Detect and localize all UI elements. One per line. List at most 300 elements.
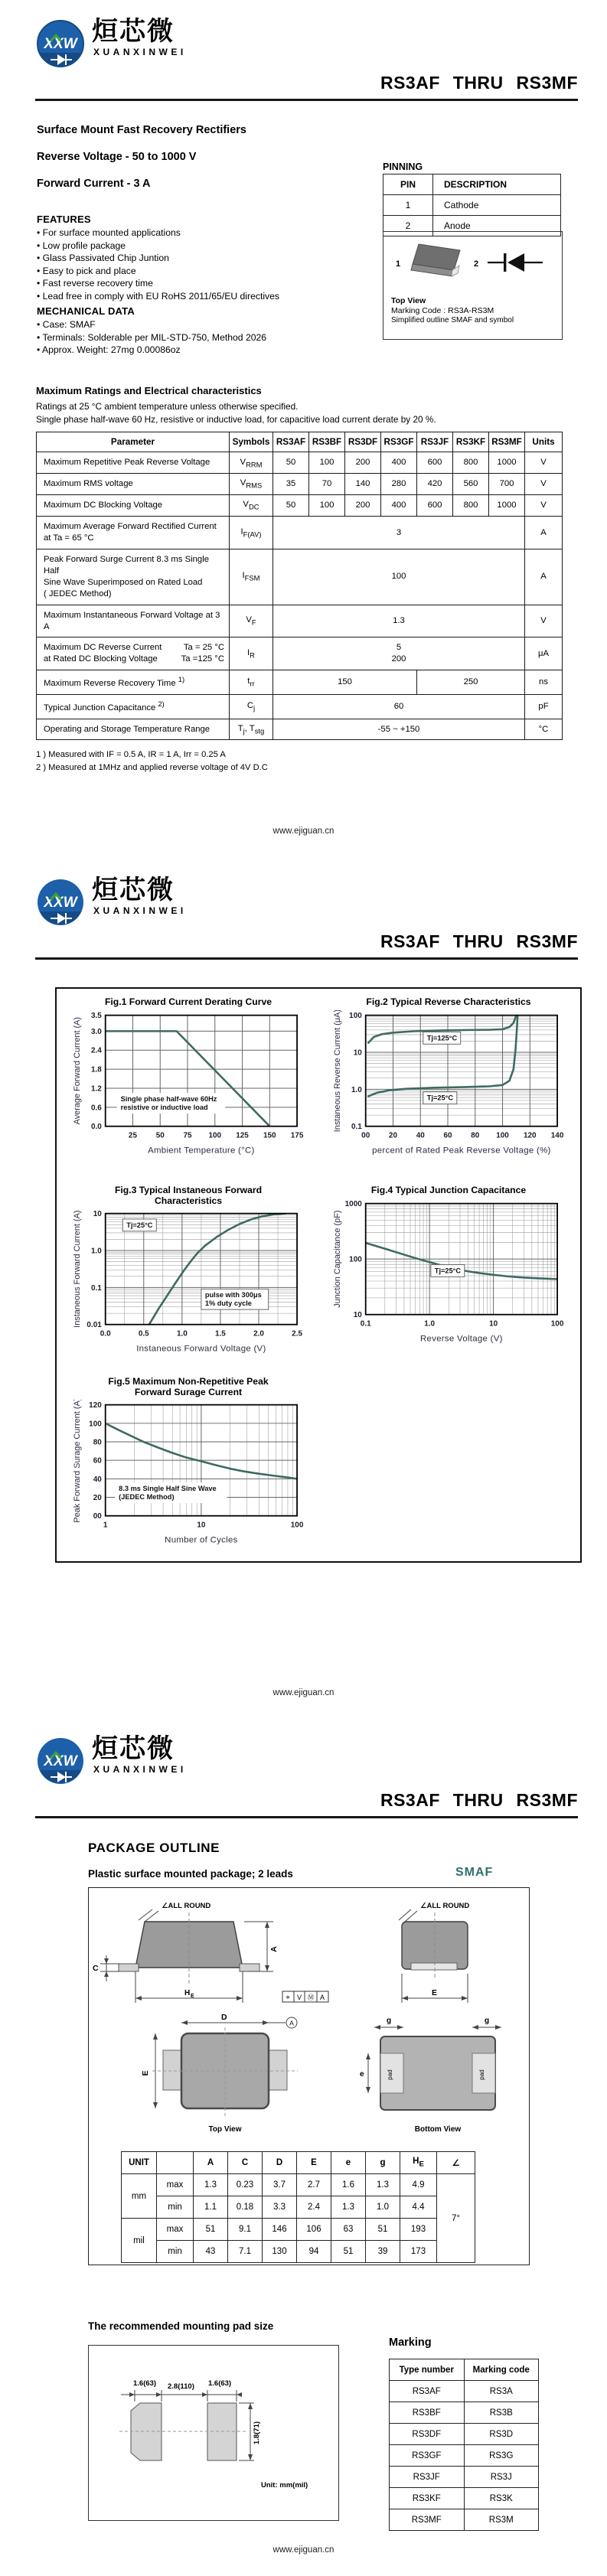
marking-cell: RS3DF bbox=[390, 2424, 465, 2445]
svg-text:40: 40 bbox=[416, 1131, 425, 1140]
package-outline-heading: PACKAGE OUTLINE bbox=[88, 1841, 220, 1855]
parameter-cell: Maximum RMS voltage bbox=[37, 474, 230, 495]
pad-heading: The recommended mounting pad size bbox=[88, 2320, 274, 2332]
unit-group-cell: mm bbox=[122, 2174, 157, 2219]
svg-text:percent of Rated Peak Reverse: percent of Rated Peak Reverse Voltage (%) bbox=[372, 1146, 551, 1156]
parameter-cell: Maximum Instantaneous Forward Voltage at 3 A bbox=[37, 605, 230, 637]
all-round-label: ∠ALL ROUND bbox=[162, 1902, 211, 1910]
fig4-chart bbox=[331, 1198, 566, 1359]
footnote: 2 ) Measured at 1MHz and applied reverse voltage of 4V D.C bbox=[36, 763, 268, 773]
pad-dim1: 1.6(63) bbox=[133, 2379, 157, 2388]
pin1-label: 1 bbox=[396, 259, 401, 269]
dim-e-label: E bbox=[432, 1988, 438, 1997]
svg-text:0.0: 0.0 bbox=[100, 1329, 111, 1339]
svg-text:pulse with 300μs: pulse with 300μs bbox=[204, 1291, 262, 1299]
parameter-cell: Peak Forward Surge Current 8.3 ms Single Half Sine Wave Superimposed on Rated Load ( JEDEC Method) bbox=[37, 549, 230, 605]
svg-text:80: 80 bbox=[93, 1438, 102, 1447]
ratings-header-cell: RS3MF bbox=[489, 432, 525, 452]
dim-d-label: D bbox=[221, 2013, 227, 2022]
value-cell: 1.3 bbox=[273, 605, 525, 637]
symbol-cell: $V_F$ bbox=[230, 605, 273, 637]
logo-latin-text: XUANXINWEI bbox=[93, 905, 187, 916]
marking-row bbox=[390, 2402, 539, 2424]
svg-text:00: 00 bbox=[93, 1512, 102, 1521]
dimension-cell: 51 bbox=[366, 2219, 400, 2241]
marking-col-type: Type number bbox=[390, 2359, 465, 2381]
pad-label: pad bbox=[387, 2069, 393, 2080]
svg-text:60: 60 bbox=[93, 1456, 102, 1466]
logo-latin-text: XUANXINWEI bbox=[93, 1764, 187, 1775]
svg-text:Junction Capacitance (pF): Junction Capacitance (pF) bbox=[332, 1210, 342, 1308]
pin2-label: 2 bbox=[474, 259, 479, 269]
package-outline-subheading: Plastic surface mounted package; 2 leads bbox=[88, 1868, 293, 1880]
dimension-header-cell: D bbox=[263, 2152, 297, 2174]
marking-heading: Marking bbox=[389, 2336, 432, 2349]
fig2-block bbox=[331, 996, 566, 1175]
marking-cell: RS3GF bbox=[390, 2445, 465, 2467]
unit-cell: pF bbox=[525, 694, 563, 719]
value-cell: -55 ~ +150 bbox=[273, 719, 525, 740]
dimension-cell: 39 bbox=[366, 2241, 400, 2263]
svg-text:XXW: XXW bbox=[44, 1753, 77, 1769]
fig3-chart bbox=[70, 1208, 306, 1369]
footnote: 1 ) Measured with IF = 0.5 A, IR = 1 A, Irr = 0.25 A bbox=[36, 750, 226, 760]
dimension-cell: 1.3 bbox=[366, 2174, 400, 2196]
svg-text:resistive or inductive load: resistive or inductive load bbox=[120, 1104, 208, 1112]
fig1-title: Fig.1 Forward Current Derating Curve bbox=[104, 996, 272, 1007]
pinning-cell: 2 bbox=[383, 216, 433, 236]
svg-text:1.0: 1.0 bbox=[351, 1085, 362, 1094]
marking-row bbox=[390, 2467, 539, 2488]
pinning-table bbox=[383, 174, 561, 236]
feature-item: • Easy to pick and place bbox=[37, 265, 366, 278]
dimension-row bbox=[122, 2219, 475, 2241]
unit-cell: A bbox=[525, 549, 563, 605]
svg-text:100: 100 bbox=[550, 1319, 564, 1329]
svg-text:3.5: 3.5 bbox=[90, 1012, 102, 1021]
svg-text:120: 120 bbox=[524, 1131, 537, 1140]
marking-row bbox=[390, 2445, 539, 2467]
marking-cell: RS3A bbox=[464, 2381, 539, 2402]
fig1-block bbox=[70, 996, 306, 1175]
value-cell: 600 bbox=[417, 452, 453, 474]
svg-text:Tj=25°C: Tj=25°C bbox=[426, 1094, 454, 1102]
footer-website: www.ejiguan.cn bbox=[272, 827, 335, 836]
ratings-header-cell: Symbols bbox=[230, 432, 273, 452]
svg-text:3.0: 3.0 bbox=[90, 1027, 102, 1036]
svg-text:175: 175 bbox=[290, 1131, 304, 1140]
package-outline-drawing bbox=[90, 1891, 527, 2145]
package-symbol-drawing bbox=[383, 232, 559, 292]
dim-he-label: H bbox=[184, 1989, 191, 1997]
dimension-cell: 193 bbox=[400, 2219, 437, 2241]
svg-text:0.0: 0.0 bbox=[90, 1123, 102, 1132]
pinning-heading: PINNING bbox=[383, 161, 423, 172]
tolerance-frame: ⌖ bbox=[286, 1994, 290, 2001]
ratings-heading: Maximum Ratings and Electrical characteristics bbox=[36, 385, 262, 396]
value-cell: 100 bbox=[309, 452, 345, 474]
pinning-row bbox=[383, 195, 561, 216]
svg-text:10: 10 bbox=[353, 1311, 362, 1320]
parameter-cell: Maximum DC Blocking Voltage bbox=[37, 495, 230, 517]
svg-text:20: 20 bbox=[93, 1493, 102, 1502]
company-logo bbox=[35, 18, 187, 72]
ratings-note2: Single phase half-wave 60 Hz, resistive or inductive load, for capacitive load current derate by 20 %. bbox=[36, 414, 436, 425]
fig5-title: Fig.5 Maximum Non-Repetitive Peak Forward Surage Current bbox=[108, 1376, 269, 1397]
value-cell: 100 bbox=[273, 549, 525, 605]
dimension-header-cell: E bbox=[297, 2152, 331, 2174]
value-cell: 1000 bbox=[489, 452, 525, 474]
svg-text:1.2: 1.2 bbox=[90, 1084, 102, 1094]
dimension-cell: 1.3 bbox=[331, 2196, 366, 2219]
ratings-row bbox=[37, 719, 563, 740]
marking-cell: RS3BF bbox=[390, 2402, 465, 2424]
fig3-block bbox=[70, 1185, 306, 1373]
marking-col-code: Marking code bbox=[464, 2359, 539, 2381]
svg-text:0.1: 0.1 bbox=[351, 1123, 362, 1132]
pad-unit-note: Unit: mm(mil) bbox=[261, 2481, 308, 2490]
parameter-cell: Maximum Reverse Recovery Time $^{1)}$ bbox=[37, 670, 230, 695]
svg-text:10: 10 bbox=[353, 1048, 362, 1058]
svg-text:E: E bbox=[141, 2070, 150, 2076]
svg-text:Reverse Voltage (V): Reverse Voltage (V) bbox=[420, 1334, 503, 1344]
ratings-section bbox=[36, 385, 572, 774]
dimension-header-cell: C bbox=[228, 2152, 263, 2174]
svg-text:1: 1 bbox=[103, 1521, 108, 1530]
value-cell: 280 bbox=[381, 474, 417, 495]
svg-text:50: 50 bbox=[155, 1131, 165, 1140]
forward-current-line: Forward Current - 3 A bbox=[37, 178, 151, 190]
dim-e-small-label: e bbox=[360, 2070, 364, 2079]
unit-cell: °C bbox=[525, 719, 563, 740]
pad-label: pad bbox=[478, 2069, 485, 2080]
svg-text:E: E bbox=[191, 1994, 194, 1999]
svg-text:140: 140 bbox=[550, 1131, 564, 1140]
marking-cell: RS3D bbox=[464, 2424, 539, 2445]
ratings-row bbox=[37, 637, 563, 670]
svg-text:25: 25 bbox=[128, 1131, 137, 1140]
svg-text:0.1: 0.1 bbox=[360, 1319, 371, 1329]
svg-text:60: 60 bbox=[443, 1131, 452, 1140]
marking-cell: RS3G bbox=[464, 2445, 539, 2467]
svg-text:10: 10 bbox=[197, 1521, 206, 1530]
thumb-top-view: Top View bbox=[391, 296, 426, 305]
svg-text:100: 100 bbox=[349, 1012, 362, 1021]
value-cell: 100 bbox=[309, 495, 345, 517]
value-cell: 50 bbox=[273, 452, 309, 474]
dimension-cell: 4.4 bbox=[400, 2196, 437, 2219]
dimension-table bbox=[121, 2151, 475, 2263]
parameter-cell: Maximum Average Forward Rectified Current at Ta = 65 °C bbox=[37, 517, 230, 549]
value-cell: 150 bbox=[273, 670, 417, 695]
bottom-view-caption: Bottom View bbox=[414, 2125, 462, 2134]
mechanical-heading: MECHANICAL DATA bbox=[37, 305, 135, 317]
svg-text:10: 10 bbox=[489, 1319, 498, 1329]
mounting-pad-box bbox=[88, 2345, 339, 2521]
ratings-row bbox=[37, 474, 563, 495]
package-thumb-box bbox=[383, 231, 563, 340]
parameter-cell: Maximum Repetitive Peak Reverse Voltage bbox=[37, 452, 230, 474]
dimension-cell: 94 bbox=[297, 2241, 331, 2263]
logo-mark-icon bbox=[35, 18, 86, 72]
svg-text:Tj=25°C: Tj=25°C bbox=[434, 1267, 462, 1275]
ratings-header-cell: Units bbox=[525, 432, 563, 452]
ratings-row bbox=[37, 517, 563, 549]
reverse-voltage-line: Reverse Voltage - 50 to 1000 V bbox=[37, 151, 197, 163]
ratings-header-row bbox=[37, 432, 563, 452]
value-cell: 250 bbox=[417, 670, 525, 695]
dim-g-label: g bbox=[387, 2017, 392, 2025]
feature-item: • Low profile package bbox=[37, 240, 366, 253]
fig1-chart bbox=[70, 1010, 306, 1171]
ratings-row bbox=[37, 452, 563, 474]
dimension-header-row bbox=[122, 2152, 475, 2174]
dim-a-label: A bbox=[269, 1946, 279, 1952]
ratings-header-cell: RS3DF bbox=[345, 432, 381, 452]
dimension-row bbox=[122, 2196, 475, 2219]
pad-dim3: 1.6(63) bbox=[208, 2379, 232, 2388]
value-cell: 560 bbox=[453, 474, 489, 495]
dimension-row bbox=[122, 2241, 475, 2263]
diode-symbol-icon bbox=[488, 253, 543, 272]
page2-header bbox=[0, 877, 607, 960]
svg-text:20: 20 bbox=[388, 1131, 397, 1140]
unit-cell: V bbox=[525, 605, 563, 637]
logo-mark-icon bbox=[35, 1736, 86, 1789]
value-cell: 600 bbox=[417, 495, 453, 517]
ratings-note1: Ratings at 25 °C ambient temperature unless otherwise specified. bbox=[36, 401, 299, 412]
marking-cell: RS3K bbox=[464, 2488, 539, 2509]
svg-text:100: 100 bbox=[89, 1420, 102, 1429]
svg-text:Peak Forward Surage Current (A: Peak Forward Surage Current (A) bbox=[72, 1400, 82, 1523]
value-cell: 200 bbox=[345, 452, 381, 474]
dimension-cell: max bbox=[157, 2174, 194, 2196]
svg-text:125: 125 bbox=[236, 1131, 249, 1140]
dimension-header-cell bbox=[157, 2152, 194, 2174]
fig2-chart bbox=[331, 1010, 566, 1171]
dimension-cell: 3.7 bbox=[263, 2174, 297, 2196]
page-title: RS3AF THRU RS3MF bbox=[380, 1790, 578, 1810]
svg-text:Instaneous Forward Current (A): Instaneous Forward Current (A) bbox=[72, 1210, 82, 1328]
ratings-header-cell: RS3BF bbox=[309, 432, 345, 452]
package-outline-box bbox=[88, 1887, 530, 2265]
dimension-cell: min bbox=[157, 2241, 194, 2263]
marking-cell: RS3J bbox=[464, 2467, 539, 2488]
svg-text:Instaneous Reverse Current (μA: Instaneous Reverse Current (μA) bbox=[332, 1010, 342, 1133]
svg-text:100: 100 bbox=[349, 1255, 362, 1264]
company-logo bbox=[35, 1736, 187, 1789]
ratings-header-cell: RS3AF bbox=[273, 432, 309, 452]
dimension-cell: 146 bbox=[263, 2219, 297, 2241]
svg-text:Tj=125°C: Tj=125°C bbox=[426, 1034, 458, 1042]
value-cell: 700 bbox=[489, 474, 525, 495]
marking-row bbox=[390, 2509, 539, 2531]
dim-c-label: C bbox=[93, 1964, 99, 1973]
value-cell: 800 bbox=[453, 495, 489, 517]
value-cell: 70 bbox=[309, 474, 345, 495]
unit-cell: V bbox=[525, 452, 563, 474]
svg-text:75: 75 bbox=[183, 1131, 192, 1140]
svg-text:0.1: 0.1 bbox=[90, 1283, 102, 1293]
product-family: Surface Mount Fast Recovery Rectifiers bbox=[37, 124, 246, 136]
fig5-block bbox=[70, 1376, 306, 1564]
value-cell: 420 bbox=[417, 474, 453, 495]
marking-cell: RS3B bbox=[464, 2402, 539, 2424]
fig5-chart bbox=[70, 1400, 306, 1560]
ratings-row bbox=[37, 605, 563, 637]
symbol-cell: $I_{F(AV)}$ bbox=[230, 517, 273, 549]
features-heading: FEATURES bbox=[37, 214, 91, 225]
thumb-caption: Simplified outline SMAF and symbol bbox=[391, 316, 514, 324]
dimension-cell: 7.1 bbox=[228, 2241, 263, 2263]
thumb-marking-code: Marking Code : RS3A-RS3M bbox=[391, 306, 494, 315]
value-cell: 3 bbox=[273, 517, 525, 549]
value-cell: 50 bbox=[273, 495, 309, 517]
dimension-cell: max bbox=[157, 2219, 194, 2241]
dimension-cell: 1.3 bbox=[194, 2174, 228, 2196]
svg-text:Tj=25°C: Tj=25°C bbox=[126, 1221, 153, 1229]
unit-cell: ns bbox=[525, 670, 563, 695]
value-cell: 5 200 bbox=[273, 637, 525, 670]
pad-dim4: 1.8(71) bbox=[253, 2421, 261, 2445]
dimension-cell: 106 bbox=[297, 2219, 331, 2241]
svg-text:Ambient Temperature (°C): Ambient Temperature (°C) bbox=[148, 1146, 255, 1156]
dimension-cell: 1.1 bbox=[194, 2196, 228, 2219]
datum-a-label: A bbox=[289, 2019, 294, 2027]
ratings-row bbox=[37, 670, 563, 695]
svg-text:150: 150 bbox=[263, 1131, 276, 1140]
svg-text:Ⓜ: Ⓜ bbox=[307, 1994, 315, 2001]
value-cell: 400 bbox=[381, 495, 417, 517]
features-list bbox=[37, 227, 366, 303]
symbol-cell: $V_{DC}$ bbox=[230, 495, 273, 517]
figures-box bbox=[55, 987, 582, 1563]
value-cell: 400 bbox=[381, 452, 417, 474]
dimension-cell: 51 bbox=[194, 2219, 228, 2241]
feature-item: • Fast reverse recovery time bbox=[37, 277, 366, 290]
dimension-cell: 1.6 bbox=[331, 2174, 366, 2196]
dimension-header-cell: g bbox=[366, 2152, 400, 2174]
dimension-header-cell: $H_E$ bbox=[400, 2152, 437, 2174]
dimension-cell: 43 bbox=[194, 2241, 228, 2263]
page3-header bbox=[0, 1736, 607, 1818]
feature-item: • Lead free in comply with EU RoHS 2011/65/EU directives bbox=[37, 290, 366, 303]
ratings-footnotes bbox=[36, 748, 572, 774]
logo-mark-icon bbox=[35, 877, 86, 931]
svg-text:1.0: 1.0 bbox=[90, 1247, 102, 1256]
unit-cell: μA bbox=[525, 637, 563, 670]
pinning-cell: Cathode bbox=[433, 195, 561, 216]
svg-text:100: 100 bbox=[208, 1131, 222, 1140]
pinning-cell: Anode bbox=[433, 216, 561, 236]
svg-text:Single phase half-wave 60Hz: Single phase half-wave 60Hz bbox=[120, 1095, 217, 1104]
dimension-cell: 0.18 bbox=[228, 2196, 263, 2219]
marking-cell: RS3KF bbox=[390, 2488, 465, 2509]
marking-cell: RS3JF bbox=[390, 2467, 465, 2488]
symbol-cell: $C_j$ bbox=[230, 694, 273, 719]
marking-row bbox=[390, 2488, 539, 2509]
footer-website: www.ejiguan.cn bbox=[272, 2545, 335, 2555]
logo-chinese-text: 烜芯微 bbox=[92, 876, 175, 905]
svg-text:0.6: 0.6 bbox=[90, 1104, 102, 1113]
symbol-cell: $I_R$ bbox=[230, 637, 273, 670]
mechanical-list bbox=[37, 318, 366, 357]
dimension-cell: 1.0 bbox=[366, 2196, 400, 2219]
all-round-label: ∠ALL ROUND bbox=[420, 1902, 470, 1910]
mechanical-item: • Terminals: Solderable per MIL-STD-750, Method 2026 bbox=[37, 331, 366, 344]
svg-text:100: 100 bbox=[496, 1131, 509, 1140]
value-cell: 1000 bbox=[489, 495, 525, 517]
svg-text:40: 40 bbox=[93, 1475, 102, 1484]
angle-cell: 7° bbox=[437, 2174, 475, 2263]
page1-header bbox=[0, 18, 607, 101]
logo-chinese-text: 烜芯微 bbox=[92, 17, 175, 46]
marking-cell: RS3AF bbox=[390, 2381, 465, 2402]
symbol-cell: $V_{RMS}$ bbox=[230, 474, 273, 495]
marking-cell: RS3MF bbox=[390, 2509, 465, 2531]
footer-website: www.ejiguan.cn bbox=[272, 1688, 335, 1697]
dimension-cell: 2.7 bbox=[297, 2174, 331, 2196]
parameter-cell: Operating and Storage Temperature Range bbox=[37, 719, 230, 740]
ratings-row bbox=[37, 694, 563, 719]
symbol-cell: $T_j$, $T_{stg}$ bbox=[230, 719, 273, 740]
unit-group-cell: mil bbox=[122, 2219, 157, 2263]
dimension-cell: 2.4 bbox=[297, 2196, 331, 2219]
svg-text:100: 100 bbox=[290, 1521, 304, 1530]
company-logo bbox=[35, 877, 187, 931]
value-cell: 800 bbox=[453, 452, 489, 474]
parameter-cell: Maximum DC Reverse Current Ta = 25 °C at Rated DC Blocking Voltage Ta =125 °C bbox=[37, 637, 230, 670]
header-rule bbox=[35, 957, 578, 960]
mounting-pad-drawing bbox=[89, 2346, 336, 2518]
logo-latin-text: XUANXINWEI bbox=[93, 47, 187, 57]
svg-text:XXW: XXW bbox=[44, 36, 77, 52]
symbol-cell: $I_{FSM}$ bbox=[230, 549, 273, 605]
dimension-header-cell: e bbox=[331, 2152, 366, 2174]
ratings-table bbox=[36, 432, 563, 740]
svg-text:Number of Cycles: Number of Cycles bbox=[165, 1535, 238, 1545]
mechanical-item: • Case: SMAF bbox=[37, 318, 366, 331]
value-cell: 35 bbox=[273, 474, 309, 495]
header-rule bbox=[35, 99, 578, 101]
svg-text:2.0: 2.0 bbox=[253, 1329, 264, 1339]
ratings-row bbox=[37, 495, 563, 517]
page-title: RS3AF THRU RS3MF bbox=[380, 73, 578, 93]
svg-text:2.4: 2.4 bbox=[90, 1046, 102, 1055]
pinning-cell: 1 bbox=[383, 195, 433, 216]
ratings-header-cell: RS3GF bbox=[381, 432, 417, 452]
svg-text:1.5: 1.5 bbox=[215, 1329, 226, 1339]
pad-dim2: 2.8(110) bbox=[168, 2382, 194, 2391]
dimension-cell: 173 bbox=[400, 2241, 437, 2263]
svg-text:1.8: 1.8 bbox=[90, 1065, 102, 1074]
fig4-title: Fig.4 Typical Junction Capacitance bbox=[370, 1185, 527, 1195]
logo-chinese-text: 烜芯微 bbox=[92, 1734, 175, 1763]
svg-text:10: 10 bbox=[93, 1210, 102, 1219]
marking-cell: RS3M bbox=[464, 2509, 539, 2531]
page-title: RS3AF THRU RS3MF bbox=[380, 931, 578, 951]
svg-text:Instaneous Forward Voltage (V): Instaneous Forward Voltage (V) bbox=[136, 1344, 266, 1354]
package-name: SMAF bbox=[455, 1866, 494, 1879]
svg-text:0.01: 0.01 bbox=[86, 1321, 102, 1330]
dimension-cell: 130 bbox=[263, 2241, 297, 2263]
svg-text:(JEDEC Method): (JEDEC Method) bbox=[119, 1493, 175, 1502]
svg-text:Average Forward Current (A): Average Forward Current (A) bbox=[72, 1016, 82, 1125]
dimension-row bbox=[122, 2174, 475, 2196]
ratings-row bbox=[37, 549, 563, 605]
svg-text:00: 00 bbox=[361, 1131, 370, 1140]
dimension-cell: 51 bbox=[331, 2241, 366, 2263]
